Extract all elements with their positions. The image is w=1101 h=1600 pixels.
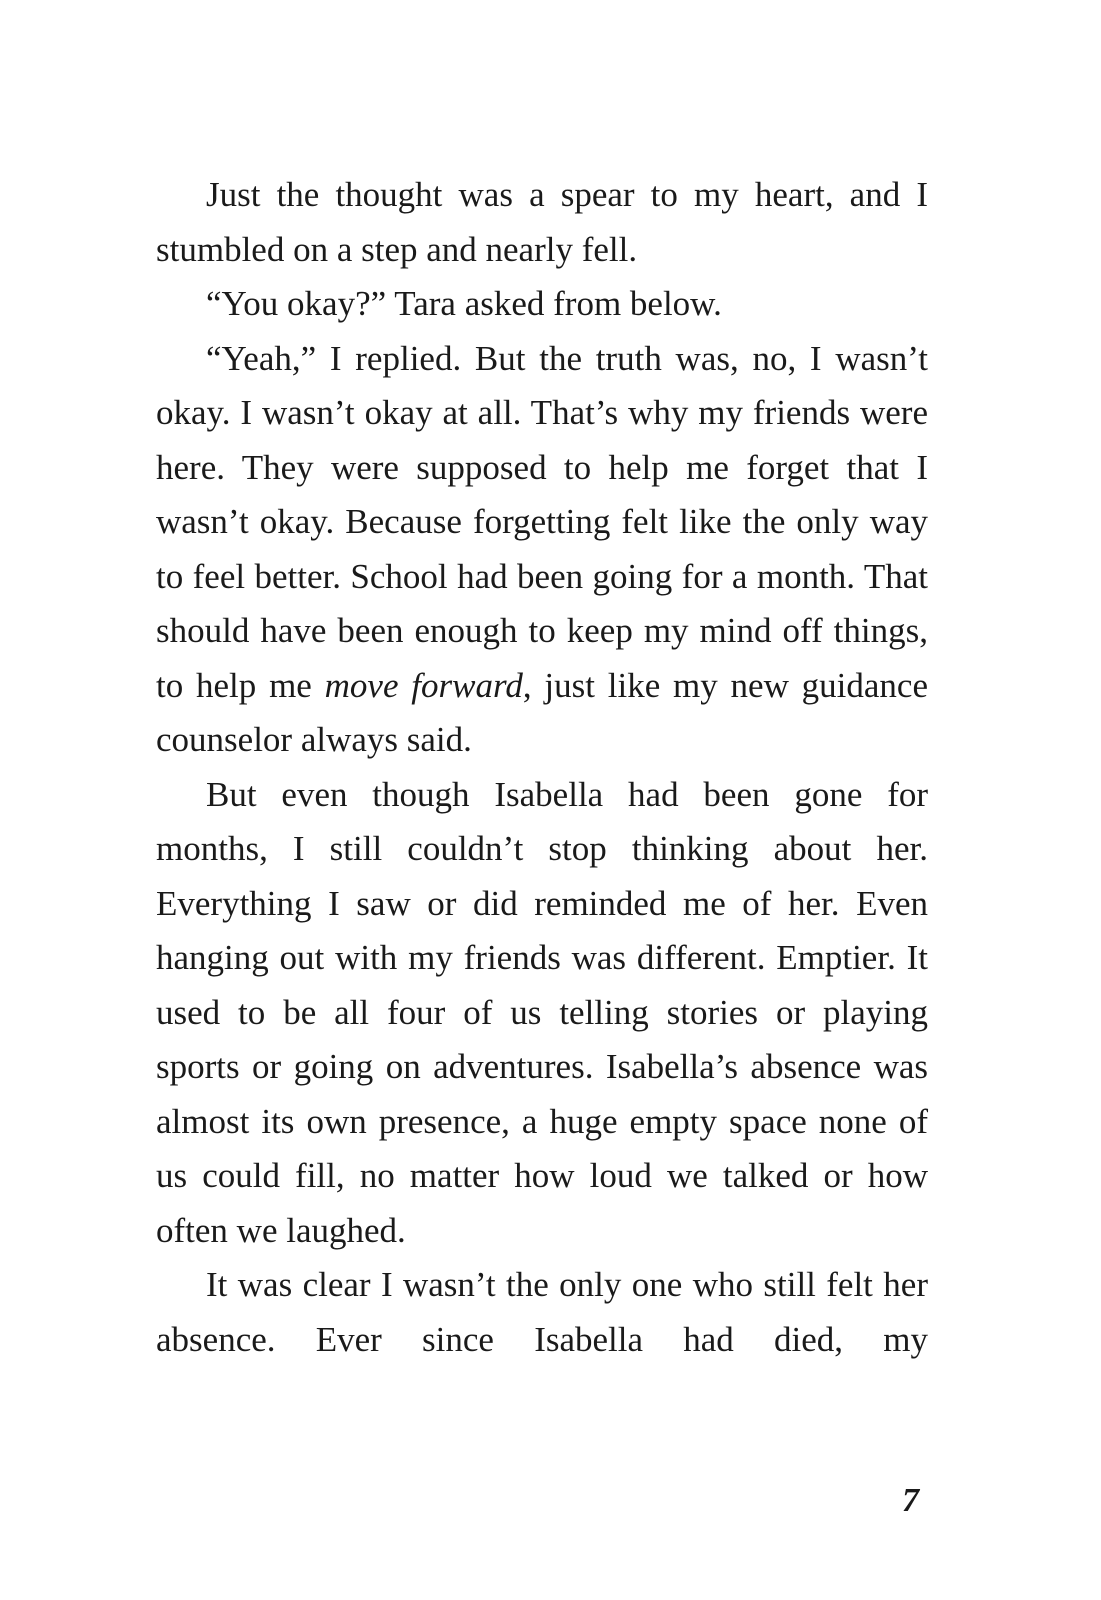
- page-number: 7: [902, 1482, 919, 1519]
- paragraph-1: Just the thought was a spear to my heart, and I stumbled on a step and nearly fell.: [156, 175, 928, 269]
- paragraph-3-text-start: “Yeah,” I replied. But the truth was, no, I wasn’t okay. I wasn’t okay at all. That’s why my friends were here. They were supposed to help me forget that I wasn’t okay. Because forgetting felt like the only way to feel better. School had been going for a month. That should have been enough to keep my mind off things, to help me: [156, 338, 928, 705]
- paragraph-5: It was clear I wasn’t the only one who still felt her absence. Ever since Isabella had died, my: [156, 1265, 928, 1359]
- paragraph-2: “You okay?” Tara asked from below.: [206, 284, 722, 323]
- italic-phrase: move forward: [324, 665, 523, 705]
- paragraph-3-text-end: , just like my new guidance counselor always said.: [156, 665, 929, 759]
- body-text: [156, 168, 928, 1367]
- paragraph-4: But even though Isabella had been gone for months, I still couldn’t stop thinking about her. Everything I saw or did reminded me of her. Even hanging out with my friends was different. Emptier. It used to be all four of us telling stories or playing sports or going on adventures. Isabella’s absence was almost its own presence, a huge empty space none of us could fill, no matter how loud we talked or how often we laughed.: [156, 774, 928, 1250]
- paragraph-3: [156, 332, 928, 768]
